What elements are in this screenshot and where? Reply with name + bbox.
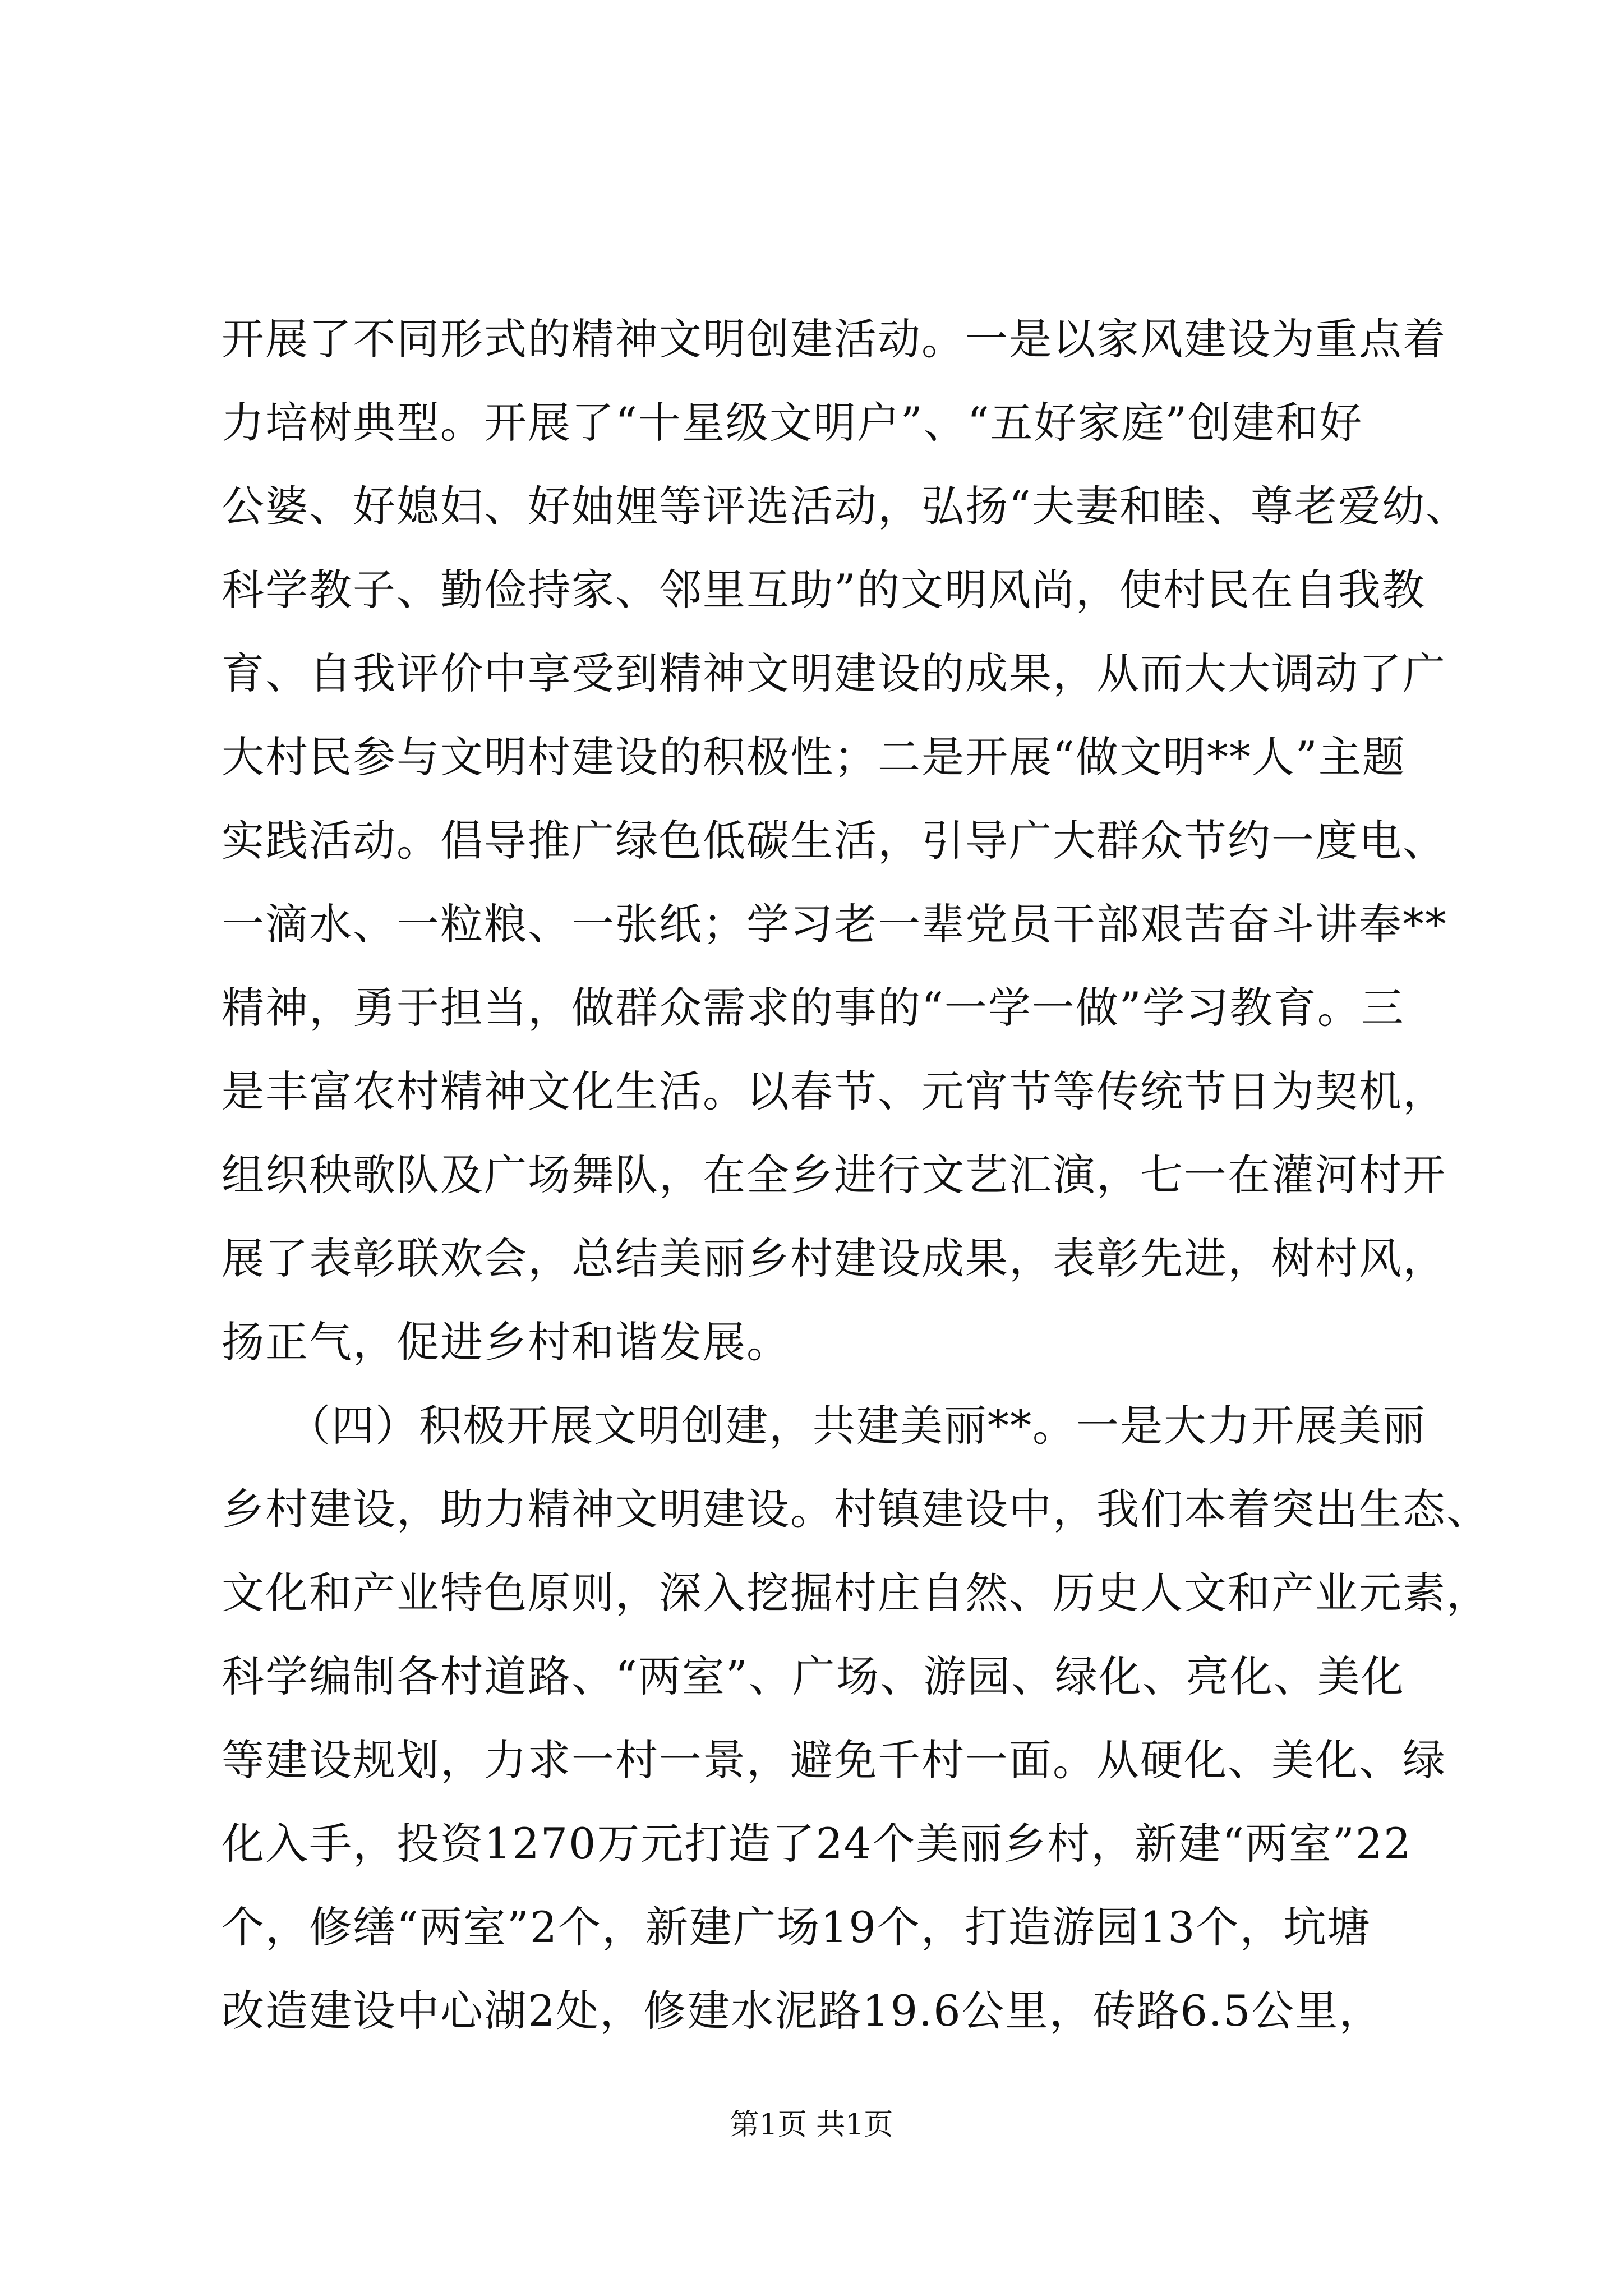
- text-line: 个，修缮“两室”2个，新建广场19个，打造游园13个，坑塘: [222, 1902, 1371, 1952]
- text-line: 改造建设中心湖2处，修建水泥路19.6公里，砖路6.5公里，: [222, 1986, 1383, 2036]
- text-line: 开展了不同形式的精神文明创建活动。一是以家风建设为重点着: [222, 314, 1446, 364]
- text-line: 组织秧歌队及广场舞队，在全乡进行文艺汇演，七一在灌河村开: [222, 1150, 1446, 1200]
- text-line: 公婆、好媳妇、好妯娌等评选活动，弘扬“夫妻和睦、尊老爱幼、: [222, 481, 1469, 531]
- text-line: 精神，勇于担当，做群众需求的事的“一学一做”学习教育。三: [222, 983, 1405, 1033]
- text-line: 文化和产业特色原则，深入挖掘村庄自然、历史人文和产业元素，: [222, 1568, 1490, 1618]
- text-line: 展了表彰联欢会，总结美丽乡村建设成果，表彰先进，树村风，: [222, 1234, 1446, 1283]
- text-line: 乡村建设，助力精神文明建设。村镇建设中，我们本着突出生态、: [222, 1484, 1490, 1534]
- text-line: 一滴水、一粒粮、一张纸；学习老一辈党员干部艰苦奋斗讲奉**: [222, 899, 1447, 949]
- body-text: [222, 297, 1490, 2053]
- text-line: 科学编制各村道路、“两室”、广场、游园、绿化、亮化、美化: [222, 1651, 1405, 1701]
- text-line: 实践活动。倡导推广绿色低碳生活，引导广大群众节约一度电、: [222, 816, 1446, 866]
- text-line: 科学教子、勤俭持家、邻里互助”的文明风尚，使村民在自我教: [222, 565, 1426, 615]
- section-heading-line: （四）积极开展文明创建，共建美丽**。一是大力开展美丽: [222, 1401, 1426, 1451]
- page-footer: 第1页 共1页: [730, 2108, 893, 2142]
- text-line: 扬正气，促进乡村和谐发展。: [222, 1317, 790, 1367]
- text-line: 等建设规划，力求一村一景，避免千村一面。从硬化、美化、绿: [222, 1735, 1446, 1785]
- text-line: 化入手，投资1270万元打造了24个美丽乡村，新建“两室”22: [222, 1819, 1412, 1869]
- text-line: 育、自我评价中享受到精神文明建设的成果，从而大大调动了广: [222, 648, 1446, 698]
- text-line: 力培树典型。开展了“十星级文明户”、“五好家庭”创建和好: [222, 398, 1363, 448]
- text-line: 大村民参与文明村建设的积极性；二是开展“做文明**人”主题: [222, 732, 1406, 782]
- text-line: 是丰富农村精神文化生活。以春节、元宵节等传统节日为契机，: [222, 1066, 1446, 1116]
